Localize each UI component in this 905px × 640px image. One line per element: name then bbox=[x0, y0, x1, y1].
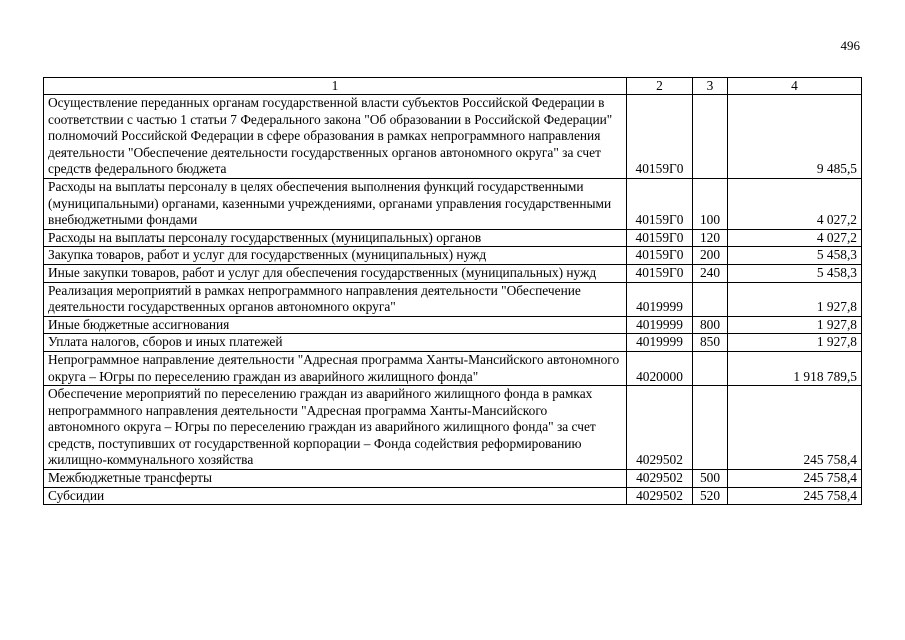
row-type-cell: 120 bbox=[693, 229, 728, 247]
table-row bbox=[44, 229, 862, 247]
table-row bbox=[44, 178, 862, 229]
table-row bbox=[44, 334, 862, 352]
row-sum-cell: 4 027,2 bbox=[728, 229, 862, 247]
row-type-cell bbox=[693, 351, 728, 385]
table-row bbox=[44, 487, 862, 505]
table-row bbox=[44, 264, 862, 282]
table-row bbox=[44, 95, 862, 179]
row-name-cell: Иные закупки товаров, работ и услуг для обеспечения государственных (муниципальных) нужд bbox=[44, 264, 627, 282]
row-name-cell: Осуществление переданных органам государственной власти субъектов Российской Федерации в соответствии с частью 1 статьи 7 Федерального закона "Об образовании в Российской Федерации" полномочий Российской Федерации в сфере образования в рамках непрограммного направления деятельности "Обеспечение деятельности государственных органов автономного округа" за счет средств федерального бюджета bbox=[44, 95, 627, 179]
row-name-cell: Субсидии bbox=[44, 487, 627, 505]
row-sum-cell: 1 918 789,5 bbox=[728, 351, 862, 385]
row-name-cell: Расходы на выплаты персоналу государственных (муниципальных) органов bbox=[44, 229, 627, 247]
row-sum-cell: 4 027,2 bbox=[728, 178, 862, 229]
row-name-cell: Уплата налогов, сборов и иных платежей bbox=[44, 334, 627, 352]
row-type-cell: 100 bbox=[693, 178, 728, 229]
row-name-cell: Иные бюджетные ассигнования bbox=[44, 316, 627, 334]
row-code-cell: 4029502 bbox=[627, 470, 693, 488]
row-name-cell: Реализация мероприятий в рамках непрограммного направления деятельности "Обеспечение деятельности государственных органов автономного округа" bbox=[44, 282, 627, 316]
row-sum-cell: 1 927,8 bbox=[728, 282, 862, 316]
row-sum-cell: 245 758,4 bbox=[728, 487, 862, 505]
row-sum-cell: 9 485,5 bbox=[728, 95, 862, 179]
row-type-cell bbox=[693, 95, 728, 179]
row-code-cell: 4020000 bbox=[627, 351, 693, 385]
row-type-cell: 240 bbox=[693, 264, 728, 282]
table-row bbox=[44, 247, 862, 265]
row-name-cell: Обеспечение мероприятий по переселению граждан из аварийного жилищного фонда в рамках непрограммного направления деятельности "Адресная программа Ханты-Мансийского автономного округа – Югры по переселению граждан из аварийного жилищного фонда" за счет средств, поступивших от государственной корпорации – Фонда содействия реформированию жилищно-коммунального хозяйства bbox=[44, 386, 627, 470]
table-row bbox=[44, 470, 862, 488]
row-code-cell: 4029502 bbox=[627, 386, 693, 470]
row-sum-cell: 1 927,8 bbox=[728, 334, 862, 352]
row-type-cell: 500 bbox=[693, 470, 728, 488]
row-type-cell bbox=[693, 282, 728, 316]
row-type-cell bbox=[693, 386, 728, 470]
header-col-2: 2 bbox=[627, 78, 693, 95]
row-sum-cell: 1 927,8 bbox=[728, 316, 862, 334]
row-code-cell: 40159Г0 bbox=[627, 247, 693, 265]
header-col-4: 4 bbox=[728, 78, 862, 95]
table-row bbox=[44, 316, 862, 334]
row-sum-cell: 5 458,3 bbox=[728, 247, 862, 265]
row-sum-cell: 5 458,3 bbox=[728, 264, 862, 282]
budget-table bbox=[43, 77, 862, 505]
table-header-row bbox=[44, 78, 862, 95]
row-code-cell: 40159Г0 bbox=[627, 178, 693, 229]
row-type-cell: 200 bbox=[693, 247, 728, 265]
row-type-cell: 850 bbox=[693, 334, 728, 352]
table-row bbox=[44, 282, 862, 316]
row-sum-cell: 245 758,4 bbox=[728, 470, 862, 488]
page-number: 496 bbox=[840, 38, 860, 53]
row-type-cell: 800 bbox=[693, 316, 728, 334]
row-name-cell: Закупка товаров, работ и услуг для государственных (муниципальных) нужд bbox=[44, 247, 627, 265]
row-code-cell: 40159Г0 bbox=[627, 229, 693, 247]
row-code-cell: 4019999 bbox=[627, 316, 693, 334]
header-col-1: 1 bbox=[44, 78, 627, 95]
table-row bbox=[44, 351, 862, 385]
row-name-cell: Непрограммное направление деятельности "Адресная программа Ханты-Мансийского автономного округа – Югры по переселению граждан из аварийного жилищного фонда" bbox=[44, 351, 627, 385]
row-code-cell: 4019999 bbox=[627, 334, 693, 352]
row-code-cell: 40159Г0 bbox=[627, 264, 693, 282]
row-code-cell: 4029502 bbox=[627, 487, 693, 505]
row-name-cell: Межбюджетные трансферты bbox=[44, 470, 627, 488]
row-sum-cell: 245 758,4 bbox=[728, 386, 862, 470]
row-type-cell: 520 bbox=[693, 487, 728, 505]
row-name-cell: Расходы на выплаты персоналу в целях обеспечения выполнения функций государственными (муниципальными) органами, казенными учреждениями, органами управления государственными внебюджетными фондами bbox=[44, 178, 627, 229]
row-code-cell: 40159Г0 bbox=[627, 95, 693, 179]
header-col-3: 3 bbox=[693, 78, 728, 95]
row-code-cell: 4019999 bbox=[627, 282, 693, 316]
table-row bbox=[44, 386, 862, 470]
